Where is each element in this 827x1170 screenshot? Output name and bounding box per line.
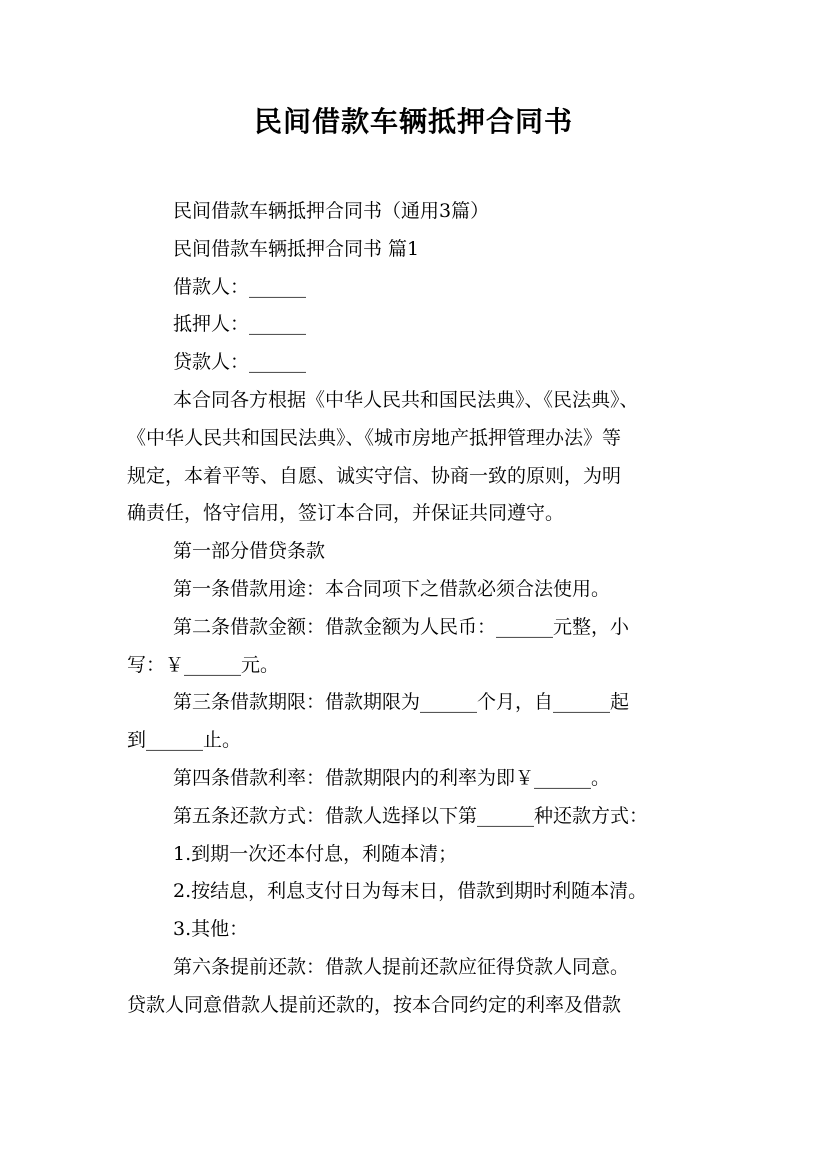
paragraph-line: 民间借款车辆抵押合同书 篇1	[173, 237, 420, 260]
paragraph-line: 3.其他：	[173, 918, 249, 941]
paragraph-line: 借款人：______	[173, 275, 307, 298]
paragraph-line: 第三条借款期限：借款期限为______个月，自______起	[173, 691, 630, 714]
paragraph-line: 第一部分借贷条款	[173, 540, 326, 563]
paragraph-line: 抵押人：______	[173, 313, 307, 336]
paragraph-line: 第四条借款利率：借款期限内的利率为即￥______。	[173, 766, 611, 789]
paragraph-line: 贷款人同意借款人提前还款的，按本合同约定的利率及借款	[127, 993, 622, 1016]
document-body	[127, 193, 702, 1025]
paragraph-line: 写：￥______元。	[127, 653, 280, 676]
paragraph-line: 本合同各方根据《中华人民共和国民法典》、《民法典》、	[173, 388, 639, 411]
paragraph-line: 1.到期一次还本付息，利随本清；	[173, 842, 458, 865]
paragraph-line: 民间借款车辆抵押合同书（通用3篇）	[173, 200, 490, 222]
paragraph-line: 《中华人民共和国民法典》、《城市房地产抵押管理办法》等	[127, 426, 622, 449]
paragraph-line: 2.按结息，利息支付日为每末日，借款到期时利随本清。	[173, 880, 648, 903]
document-title: 民间借款车辆抵押合同书	[253, 105, 573, 138]
paragraph-line: 第六条提前还款：借款人提前还款应征得贷款人同意。	[173, 955, 630, 978]
paragraph-line: 第一条借款用途：本合同项下之借款必须合法使用。	[173, 577, 611, 600]
paragraph-line: 到______止。	[127, 729, 242, 752]
paragraph-line: 贷款人：______	[173, 351, 307, 374]
paragraph-line: 第二条借款金额：借款金额为人民币：______元整，小	[173, 615, 630, 638]
paragraph-line: 确责任，恪守信用，签订本合同，并保证共同遵守。	[127, 502, 565, 525]
paragraph-line: 第五条还款方式：借款人选择以下第______种还款方式：	[173, 804, 649, 827]
paragraph-line: 规定，本着平等、自愿、诚实守信、协商一致的原则，为明	[127, 464, 622, 487]
